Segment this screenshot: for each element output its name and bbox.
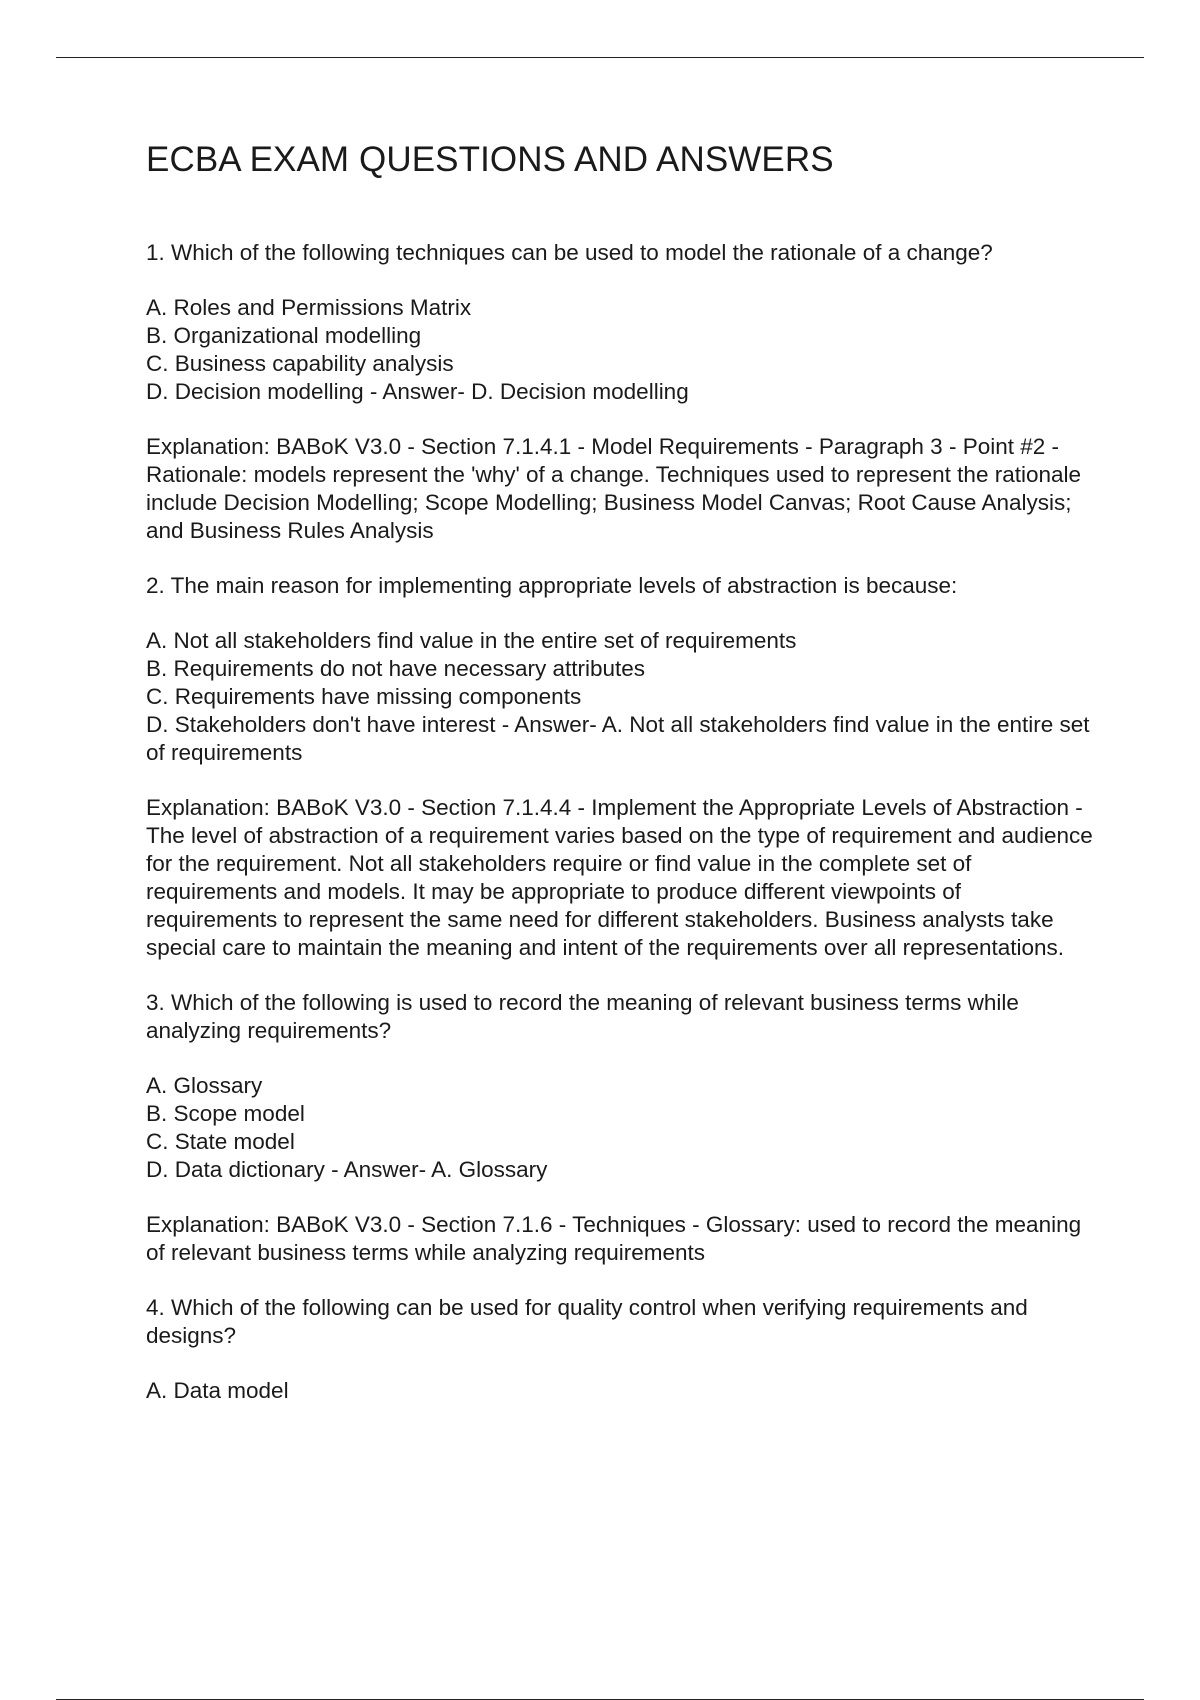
top-rule xyxy=(56,57,1144,58)
question-2-option-d: D. Stakeholders don't have interest - Answer- A. Not all stakeholders find value in the entire set of requirements xyxy=(146,712,1090,765)
question-3-option-a: A. Glossary xyxy=(146,1073,263,1098)
question-2-option-a: A. Not all stakeholders find value in the entire set of requirements xyxy=(146,628,797,653)
question-1-options xyxy=(146,294,1096,406)
page-title: ECBA EXAM QUESTIONS AND ANSWERS xyxy=(146,140,834,179)
question-2-option-c: C. Requirements have missing components xyxy=(146,684,582,709)
question-3-option-d: D. Data dictionary - Answer- A. Glossary xyxy=(146,1157,548,1182)
question-1-prompt: 1. Which of the following techniques can be used to model the rationale of a change? xyxy=(146,240,993,265)
question-4-prompt: 4. Which of the following can be used for quality control when verifying requirements and designs? xyxy=(146,1295,1028,1348)
question-2-prompt: 2. The main reason for implementing appropriate levels of abstraction is because: xyxy=(146,573,958,598)
question-1-option-c: C. Business capability analysis xyxy=(146,351,454,376)
question-1-option-d: D. Decision modelling - Answer- D. Decision modelling xyxy=(146,379,689,404)
question-3-prompt: 3. Which of the following is used to record the meaning of relevant business terms while analyzing requirements? xyxy=(146,990,1019,1043)
question-3-explanation: Explanation: BABoK V3.0 - Section 7.1.6 - Techniques - Glossary: used to record the meaning of relevant business terms while analyzing requirements xyxy=(146,1212,1082,1265)
question-4-option-a: A. Data model xyxy=(146,1378,289,1403)
question-2-explanation: Explanation: BABoK V3.0 - Section 7.1.4.4 - Implement the Appropriate Levels of Abstraction - The level of abstraction of a requirement varies based on the type of requirement and audience for the requirement. Not all stakeholders require or find value in the complete set of requirements and models. It may be appropriate to produce different viewpoints of requirements to represent the same need for different stakeholders. Business analysts take special care to maintain the meaning and intent of the requirements over all representations. xyxy=(146,795,1093,960)
question-2-option-b: B. Requirements do not have necessary attributes xyxy=(146,656,646,681)
question-3-option-c: C. State model xyxy=(146,1129,295,1154)
question-1-explanation: Explanation: BABoK V3.0 - Section 7.1.4.1 - Model Requirements - Paragraph 3 - Point #2 - Rationale: models represent the 'why' of a change. Techniques used to represent the rationale include Decision Modelling; Scope Modelling; Business Model Canvas; Root Cause Analysis; and Business Rules Analysis xyxy=(146,434,1082,543)
question-3-option-b: B. Scope model xyxy=(146,1101,305,1126)
question-1-option-a: A. Roles and Permissions Matrix xyxy=(146,295,472,320)
question-2-options xyxy=(146,627,1096,767)
question-4-options xyxy=(146,1377,1096,1405)
question-3-options xyxy=(146,1072,1096,1184)
question-1-option-b: B. Organizational modelling xyxy=(146,323,422,348)
document-body xyxy=(146,239,1096,1432)
